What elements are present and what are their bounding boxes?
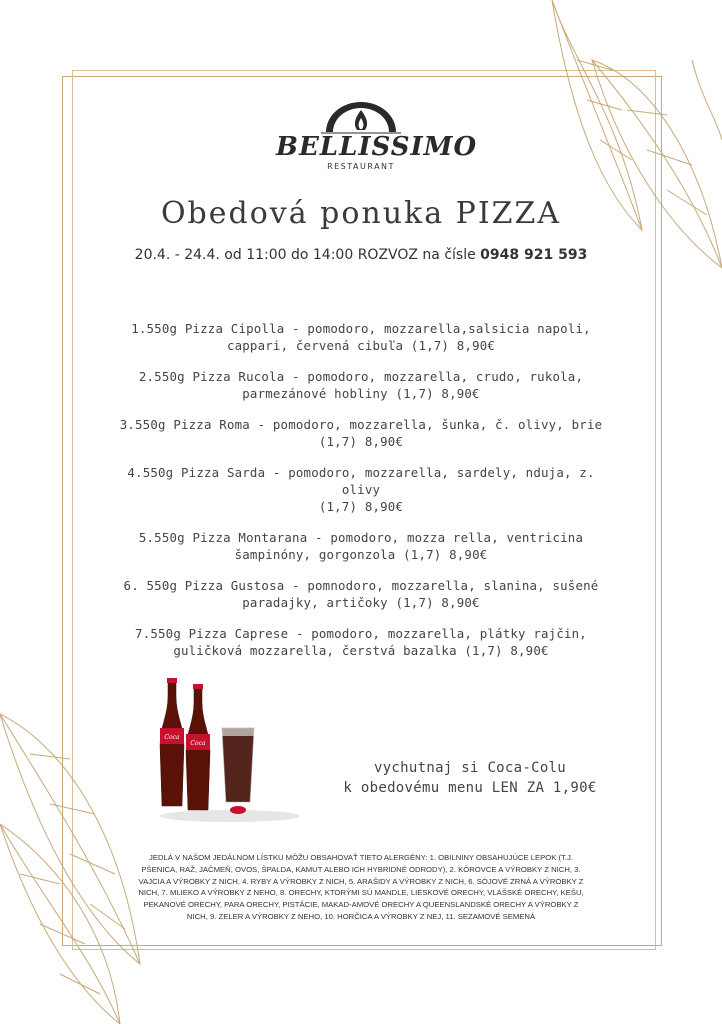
coca-cola-promo bbox=[270, 758, 670, 798]
svg-text:Coca: Coca bbox=[164, 734, 180, 741]
menu-item bbox=[110, 464, 612, 515]
menu-item-line: (1,7) 8,90€ bbox=[318, 434, 404, 449]
menu-item-line: guličková mozzarella, čerstvá bazalka (1,7) 8,90€ bbox=[173, 643, 549, 658]
menu-item bbox=[110, 368, 612, 402]
restaurant-logo bbox=[276, 96, 478, 186]
menu-list bbox=[110, 320, 612, 673]
menu-item-line: cappari, červená cibuľa (1,7) 8,90€ bbox=[226, 338, 496, 353]
leaf-decoration-icon bbox=[532, 0, 722, 280]
menu-item-line: paradajky, artičoky (1,7) 8,90€ bbox=[242, 595, 480, 610]
menu-item bbox=[110, 625, 612, 659]
pizza-oven-logo-icon bbox=[311, 96, 411, 136]
phone-number: 0948 921 593 bbox=[480, 247, 588, 263]
delivery-info bbox=[0, 247, 722, 263]
brand-subtitle: RESTAURANT bbox=[327, 162, 395, 171]
menu-item-line: šampinóny, gorgonzola (1,7) 8,90€ bbox=[234, 547, 488, 562]
promo-line: k obedovému menu LEN ZA 1,90€ bbox=[343, 780, 597, 796]
menu-item-line: 2.550g Pizza Rucola - pomodoro, mozzarella, crudo, rukola, bbox=[138, 369, 584, 384]
brand-name: BELLISSIMO bbox=[276, 132, 478, 162]
menu-item bbox=[110, 416, 612, 450]
menu-item bbox=[110, 577, 612, 611]
menu-item-line: 7.550g Pizza Caprese - pomodoro, mozzarella, plátky rajčin, bbox=[135, 626, 587, 641]
menu-item bbox=[110, 320, 612, 354]
promo-line: vychutnaj si Coca-Colu bbox=[373, 760, 567, 776]
menu-item-line: 5.550g Pizza Montarana - pomodoro, mozza rella, ventricina bbox=[138, 530, 584, 545]
menu-item-line: 3.550g Pizza Roma - pomodoro, mozzarella, šunka, č. olivy, brie bbox=[119, 417, 603, 432]
menu-item bbox=[110, 529, 612, 563]
menu-item-line: 4.550g Pizza Sarda - pomodoro, mozzarella, sardely, nduja, z. olivy bbox=[127, 465, 595, 497]
menu-item-line: (1,7) 8,90€ bbox=[318, 499, 404, 514]
svg-text:Coca: Coca bbox=[190, 740, 206, 747]
menu-item-line: 6. 550g Pizza Gustosa - pomnodoro, mozzarella, slanina, sušené bbox=[123, 578, 599, 593]
menu-item-line: 1.550g Pizza Cipolla - pomodoro, mozzarella,salsicia napoli, bbox=[131, 321, 591, 336]
coca-cola-bottles-icon bbox=[150, 676, 310, 826]
menu-item-line: parmezánové hobliny (1,7) 8,90€ bbox=[242, 386, 480, 401]
allergens-note: JEDLÁ V NAŠOM JEDÁLNOM LÍSTKU MÔŽU OBSAHOVAŤ TIETO ALERGÉNY: 1. OBILNINY OBSAHUJÚCE LEPOK (T.J. PŠENICA, RAŽ, JAČMEŇ, OVOS, ŠPALDA, KAMUT ALEBO ICH HYBRIDNÉ ODRODY), 2. KÔROVCE A VÝROBKY Z NICH, 3. VAJCIA A VÝROBKY Z NICH, 4. RYBY A VÝROBKY Z NICH, 5. ARAŠIDY A VÝROBKY Z NICH, 6. SÓJOVÉ ZRNÁ A VÝROBKY Z NICH, 7. MLIEKO A VÝROBKY Z NEHO, 8. ORECHY, KTORÝMI SÚ MANDLE, LIESKOVÉ ORECHY, VLAŠSKÉ ORECHY, KEŠU, PEKANOVÉ ORECHY, PARA ORECHY, PISTÁCIE, MAKAD-AMOVÉ ORECHY A QUEENSLANDSKÉ ORECHY A VÝROBKY Z NICH, 9. ZELER A VÝROBKY Z NEHO, 10. HORČICA A VÝROBKY Z NEJ, 11. SEZAMOVÉ SEMENÁ bbox=[138, 853, 584, 921]
delivery-dates: 20.4. - 24.4. od 11:00 do 14:00 ROZVOZ na čísle bbox=[134, 247, 481, 263]
page-title: Obedová ponuka PIZZA bbox=[160, 196, 562, 231]
